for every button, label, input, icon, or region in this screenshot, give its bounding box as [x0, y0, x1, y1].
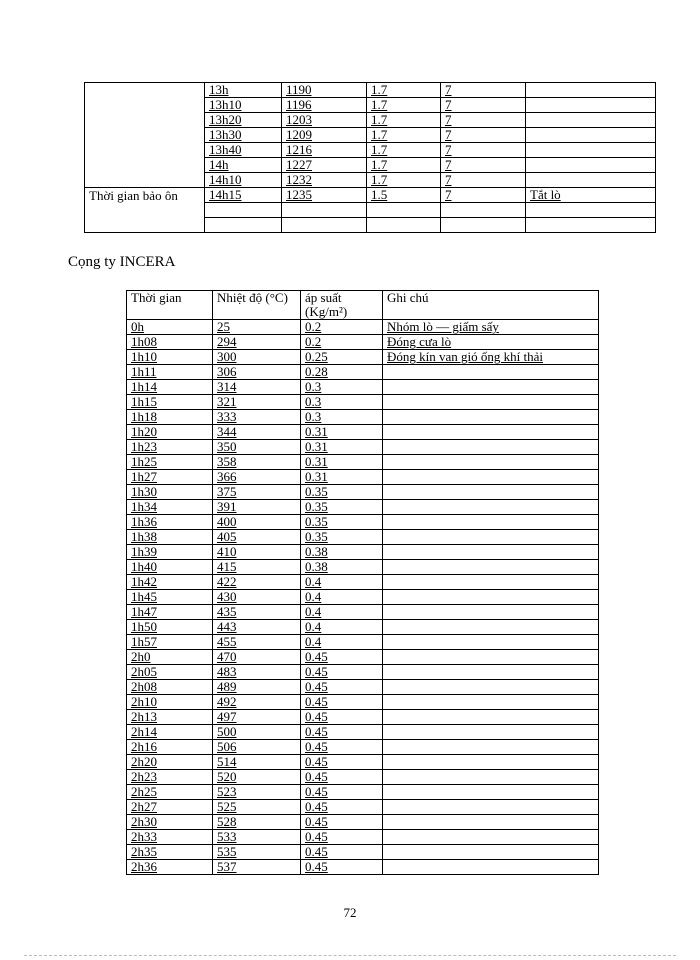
note-cell	[526, 113, 656, 128]
temperature-cell: 410	[213, 545, 301, 560]
temperature-cell: 435	[213, 605, 301, 620]
time-cell: 1h39	[127, 545, 213, 560]
table-row	[127, 665, 599, 680]
table-row	[127, 410, 599, 425]
pressure-cell: 0.45	[301, 860, 383, 875]
temperature-cell: 528	[213, 815, 301, 830]
note-cell: Nhóm lò — giấm sấy	[383, 320, 599, 335]
table-row	[127, 395, 599, 410]
note-cell: Đóng cưa lò	[383, 335, 599, 350]
note-cell	[383, 455, 599, 470]
page-bottom-divider	[24, 955, 676, 956]
time-cell: 13h30	[205, 128, 282, 143]
time-cell: 1h18	[127, 410, 213, 425]
note-cell	[383, 725, 599, 740]
table-row	[127, 860, 599, 875]
temperature-cell: 443	[213, 620, 301, 635]
time-cell: 2h14	[127, 725, 213, 740]
temperature-cell: 1232	[282, 173, 367, 188]
value-cell: 7	[441, 83, 526, 98]
time-cell: 2h35	[127, 845, 213, 860]
time-cell: 1h15	[127, 395, 213, 410]
note-cell	[383, 425, 599, 440]
temperature-cell: 514	[213, 755, 301, 770]
holding-time-label: Thời gian bảo ôn	[85, 188, 205, 233]
temperature-cell: 535	[213, 845, 301, 860]
temperature-cell: 537	[213, 860, 301, 875]
pressure-cell: 0.45	[301, 830, 383, 845]
note-cell	[526, 143, 656, 158]
time-cell: 1h11	[127, 365, 213, 380]
note-cell	[383, 740, 599, 755]
temperature-cell: 1216	[282, 143, 367, 158]
note-cell	[383, 590, 599, 605]
pressure-cell: 0.45	[301, 815, 383, 830]
note-cell	[526, 128, 656, 143]
time-cell: 13h20	[205, 113, 282, 128]
note-cell	[526, 83, 656, 98]
pressure-cell: 0.45	[301, 770, 383, 785]
pressure-cell	[367, 203, 441, 218]
table-row	[127, 575, 599, 590]
temperature-cell: 1227	[282, 158, 367, 173]
value-cell: 7	[441, 188, 526, 203]
pressure-cell: 0.45	[301, 845, 383, 860]
pressure-cell: 1.7	[367, 113, 441, 128]
temperature-cell: 1190	[282, 83, 367, 98]
time-cell: 2h36	[127, 860, 213, 875]
temperature-cell: 344	[213, 425, 301, 440]
table-row	[127, 845, 599, 860]
pressure-cell: 0.3	[301, 380, 383, 395]
table-row	[127, 830, 599, 845]
time-cell: 2h13	[127, 710, 213, 725]
time-cell: 13h	[205, 83, 282, 98]
temperature-cell: 375	[213, 485, 301, 500]
pressure-cell: 1.7	[367, 98, 441, 113]
pressure-cell: 0.31	[301, 455, 383, 470]
table-row	[127, 545, 599, 560]
merged-empty-cell	[85, 83, 205, 188]
time-cell: 1h36	[127, 515, 213, 530]
time-cell: 14h10	[205, 173, 282, 188]
time-cell: 13h40	[205, 143, 282, 158]
header-pressure: áp suất (Kg/m²)	[301, 291, 383, 320]
table-row	[127, 590, 599, 605]
note-cell	[383, 770, 599, 785]
time-cell: 2h10	[127, 695, 213, 710]
temperature-cell: 358	[213, 455, 301, 470]
temperature-cell: 366	[213, 470, 301, 485]
temperature-cell: 400	[213, 515, 301, 530]
firing-log-table	[126, 290, 599, 875]
temperature-cell: 300	[213, 350, 301, 365]
header-time: Thời gian	[127, 291, 213, 320]
time-cell: 0h	[127, 320, 213, 335]
time-cell: 1h08	[127, 335, 213, 350]
note-cell	[383, 680, 599, 695]
note-cell	[526, 218, 656, 233]
note-cell	[383, 620, 599, 635]
pressure-cell: 0.4	[301, 590, 383, 605]
note-cell: Đóng kín van gió ống khí thải	[383, 350, 599, 365]
table-row	[127, 500, 599, 515]
note-cell	[383, 575, 599, 590]
time-cell: 1h30	[127, 485, 213, 500]
note-cell	[526, 158, 656, 173]
temperature-cell: 430	[213, 590, 301, 605]
table-row	[127, 350, 599, 365]
note-cell	[383, 800, 599, 815]
table-row	[127, 560, 599, 575]
pressure-cell: 0.45	[301, 785, 383, 800]
note-cell	[526, 203, 656, 218]
table-row	[127, 650, 599, 665]
temperature-cell: 489	[213, 680, 301, 695]
table-row	[127, 620, 599, 635]
pressure-cell: 0.25	[301, 350, 383, 365]
time-cell: 1h20	[127, 425, 213, 440]
note-cell	[383, 470, 599, 485]
pressure-cell: 0.31	[301, 470, 383, 485]
table-row	[127, 710, 599, 725]
time-cell: 2h20	[127, 755, 213, 770]
note-cell: Tắt lò	[526, 188, 656, 203]
table-row	[127, 680, 599, 695]
time-cell: 1h34	[127, 500, 213, 515]
time-cell: 14h	[205, 158, 282, 173]
time-cell: 2h05	[127, 665, 213, 680]
pressure-cell: 0.35	[301, 485, 383, 500]
time-cell: 2h08	[127, 680, 213, 695]
value-cell: 7	[441, 143, 526, 158]
table-row	[85, 83, 656, 98]
value-cell: 7	[441, 128, 526, 143]
table-row	[127, 635, 599, 650]
time-cell: 13h10	[205, 98, 282, 113]
temperature-cell: 321	[213, 395, 301, 410]
temperature-cell: 492	[213, 695, 301, 710]
table-row	[127, 335, 599, 350]
temperature-cell	[282, 203, 367, 218]
pressure-cell: 0.4	[301, 605, 383, 620]
note-cell	[526, 98, 656, 113]
table-row	[127, 425, 599, 440]
pressure-cell: 0.45	[301, 755, 383, 770]
time-cell: 2h16	[127, 740, 213, 755]
pressure-cell: 0.35	[301, 515, 383, 530]
pressure-cell: 0.35	[301, 500, 383, 515]
time-cell	[205, 203, 282, 218]
note-cell	[383, 695, 599, 710]
table-row	[127, 725, 599, 740]
note-cell	[383, 365, 599, 380]
pressure-cell: 0.4	[301, 635, 383, 650]
note-cell	[383, 845, 599, 860]
temperature-cell: 483	[213, 665, 301, 680]
note-cell	[526, 173, 656, 188]
table-row	[85, 188, 656, 203]
note-cell	[383, 560, 599, 575]
time-cell: 1h10	[127, 350, 213, 365]
temperature-cell	[282, 218, 367, 233]
table-row	[127, 755, 599, 770]
page-number: 72	[343, 905, 357, 920]
pressure-cell: 1.5	[367, 188, 441, 203]
table-row	[127, 485, 599, 500]
temperature-cell: 520	[213, 770, 301, 785]
table-row	[127, 605, 599, 620]
time-cell: 2h30	[127, 815, 213, 830]
value-cell: 7	[441, 113, 526, 128]
table-row	[127, 440, 599, 455]
company-heading: Cọng ty INCERA	[68, 254, 176, 270]
temperature-cell: 350	[213, 440, 301, 455]
time-cell: 1h27	[127, 470, 213, 485]
pressure-cell: 0.31	[301, 425, 383, 440]
time-cell: 2h0	[127, 650, 213, 665]
pressure-cell: 1.7	[367, 158, 441, 173]
table-row	[127, 455, 599, 470]
temperature-cell: 455	[213, 635, 301, 650]
temperature-cell: 422	[213, 575, 301, 590]
note-cell	[383, 380, 599, 395]
pressure-cell: 1.7	[367, 143, 441, 158]
temperature-cell: 1203	[282, 113, 367, 128]
time-cell: 1h47	[127, 605, 213, 620]
pressure-cell: 0.45	[301, 665, 383, 680]
value-cell: 7	[441, 98, 526, 113]
time-cell: 1h14	[127, 380, 213, 395]
pressure-cell: 0.45	[301, 680, 383, 695]
pressure-cell: 0.45	[301, 650, 383, 665]
table-row	[127, 365, 599, 380]
pressure-cell: 0.2	[301, 335, 383, 350]
value-cell: 7	[441, 158, 526, 173]
temperature-cell: 523	[213, 785, 301, 800]
note-cell	[383, 500, 599, 515]
note-cell	[383, 710, 599, 725]
time-cell: 1h25	[127, 455, 213, 470]
table-header-row	[127, 291, 599, 320]
pressure-cell: 0.3	[301, 395, 383, 410]
time-cell: 1h23	[127, 440, 213, 455]
time-cell: 1h57	[127, 635, 213, 650]
note-cell	[383, 395, 599, 410]
temperature-cell: 1196	[282, 98, 367, 113]
pressure-cell: 1.7	[367, 173, 441, 188]
note-cell	[383, 785, 599, 800]
note-cell	[383, 860, 599, 875]
time-cell: 1h45	[127, 590, 213, 605]
note-cell	[383, 440, 599, 455]
pressure-cell: 0.45	[301, 695, 383, 710]
pressure-cell: 0.4	[301, 575, 383, 590]
temperature-cell: 506	[213, 740, 301, 755]
note-cell	[383, 830, 599, 845]
pressure-cell: 0.28	[301, 365, 383, 380]
time-cell	[205, 218, 282, 233]
pressure-cell: 0.38	[301, 545, 383, 560]
kiln-continuation-table	[84, 82, 656, 233]
table-row	[127, 320, 599, 335]
pressure-cell: 0.31	[301, 440, 383, 455]
pressure-cell: 0.3	[301, 410, 383, 425]
note-cell	[383, 755, 599, 770]
table-row	[127, 785, 599, 800]
table-row	[127, 695, 599, 710]
temperature-cell: 415	[213, 560, 301, 575]
pressure-cell: 0.4	[301, 620, 383, 635]
table-row	[127, 740, 599, 755]
temperature-cell: 25	[213, 320, 301, 335]
temperature-cell: 525	[213, 800, 301, 815]
time-cell: 14h15	[205, 188, 282, 203]
header-notes: Ghi chú	[383, 291, 599, 320]
value-cell	[441, 218, 526, 233]
temperature-cell: 405	[213, 530, 301, 545]
temperature-cell: 1209	[282, 128, 367, 143]
temperature-cell: 500	[213, 725, 301, 740]
note-cell	[383, 605, 599, 620]
table-row	[127, 800, 599, 815]
pressure-cell: 0.35	[301, 530, 383, 545]
pressure-cell: 0.38	[301, 560, 383, 575]
temperature-cell: 391	[213, 500, 301, 515]
note-cell	[383, 545, 599, 560]
table-row	[127, 470, 599, 485]
temperature-cell: 306	[213, 365, 301, 380]
note-cell	[383, 530, 599, 545]
note-cell	[383, 665, 599, 680]
table-row	[127, 815, 599, 830]
value-cell	[441, 203, 526, 218]
table-row	[127, 770, 599, 785]
time-cell: 2h23	[127, 770, 213, 785]
pressure-cell: 0.45	[301, 710, 383, 725]
note-cell	[383, 485, 599, 500]
time-cell: 1h50	[127, 620, 213, 635]
pressure-cell: 0.45	[301, 740, 383, 755]
pressure-cell: 1.7	[367, 83, 441, 98]
pressure-cell: 1.7	[367, 128, 441, 143]
header-temperature: Nhiệt độ (°C)	[213, 291, 301, 320]
table-row	[127, 380, 599, 395]
table-row	[127, 515, 599, 530]
value-cell: 7	[441, 173, 526, 188]
temperature-cell: 470	[213, 650, 301, 665]
temperature-cell: 294	[213, 335, 301, 350]
pressure-cell: 0.2	[301, 320, 383, 335]
time-cell: 1h38	[127, 530, 213, 545]
time-cell: 2h33	[127, 830, 213, 845]
pressure-cell: 0.45	[301, 800, 383, 815]
pressure-cell: 0.45	[301, 725, 383, 740]
time-cell: 2h27	[127, 800, 213, 815]
table-row	[127, 530, 599, 545]
time-cell: 1h40	[127, 560, 213, 575]
note-cell	[383, 815, 599, 830]
temperature-cell: 1235	[282, 188, 367, 203]
note-cell	[383, 650, 599, 665]
time-cell: 2h25	[127, 785, 213, 800]
temperature-cell: 333	[213, 410, 301, 425]
temperature-cell: 533	[213, 830, 301, 845]
pressure-cell	[367, 218, 441, 233]
temperature-cell: 497	[213, 710, 301, 725]
note-cell	[383, 410, 599, 425]
temperature-cell: 314	[213, 380, 301, 395]
note-cell	[383, 515, 599, 530]
note-cell	[383, 635, 599, 650]
time-cell: 1h42	[127, 575, 213, 590]
